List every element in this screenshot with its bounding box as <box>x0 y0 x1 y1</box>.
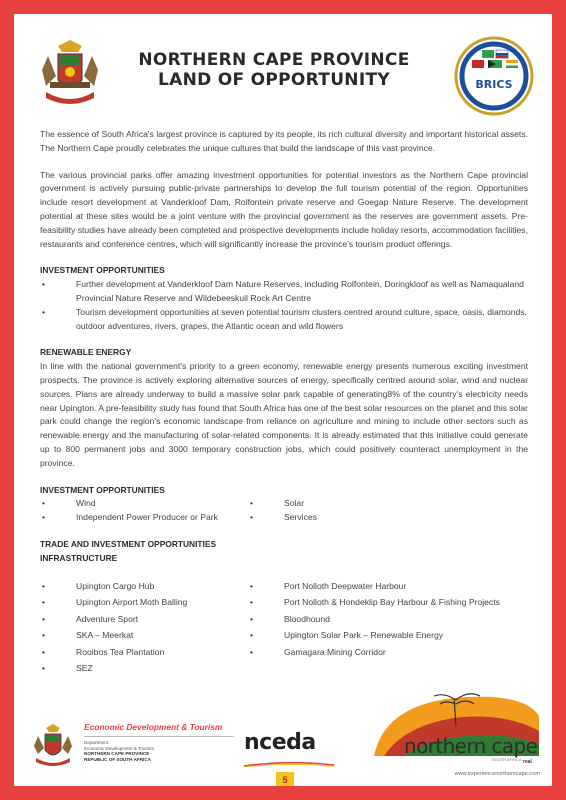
title-line-1: NORTHERN CAPE PROVINCE <box>138 50 410 70</box>
nceda-wordmark: nceda <box>244 730 316 755</box>
brics-emblem <box>454 36 534 116</box>
list-item: • SEZ <box>40 660 248 677</box>
trade-heading-line-1: TRADE AND INVESTMENT OPPORTUNITIES <box>40 538 217 549</box>
renewable-paragraph: In line with the national government's priority to a green economy, renewable energy presents numerous exciting investment prospects. The province is actively exploring alternative sources of energy, specifically centred around solar, wind and nuclear sources. Plans are already underway to build a massive solar park capable of generating8% of the country's electricity needs near Upington. A pre-feasibility study has found that South Africa has one of the best solar resources on the planet and this solar park could change the region's economic landscape from reliance on agriculture and mining to include other sectors such as renewable energy and the manufacturing of solar-related components. It is already estimated that this initiative could generate up to 800 permanent jobs and 3000 temporary construction jobs, which could positively counteract unemployment in the province. <box>40 361 528 468</box>
list-item: • Gamagara Mining Corridor <box>248 644 528 661</box>
list-item: • Tourism development opportunities at seven potential tourism clusters centred around culture, space, oasis, diamonds, outdoor adventures, rivers, grapes, the Atlantic ocean and wild flowers <box>40 306 528 334</box>
list-item: • Adventure Sport <box>40 611 248 628</box>
renewable-heading: RENEWABLE ENERGY <box>40 347 132 358</box>
investment-list-1 <box>40 278 528 333</box>
intro-paragraph-1: The essence of South Africa's largest province is captured by its people, its rich cultural diversity and important historical assets. The Northern Cape proudly celebrates the unique cultures that build the landscape of this vast province. <box>40 129 528 153</box>
dedat-title: Economic Development & Tourism <box>84 722 234 737</box>
dedat-line: Department: <box>84 740 110 745</box>
main-content <box>40 128 528 690</box>
list-item: • Wind <box>40 497 248 511</box>
list-item: • Upington Airport Moth Balling <box>40 594 248 611</box>
trade-heading-line-2: INFRASTRUCTURE <box>40 552 118 563</box>
northern-cape-wordmark: northern cape <box>404 734 538 758</box>
brics-label: BRICS <box>475 78 513 91</box>
dedat-line: REPUBLIC OF SOUTH AFRICA <box>84 756 151 762</box>
list-item: • Upington Cargo Hub <box>40 578 248 595</box>
northern-cape-real: real <box>523 759 532 765</box>
list-item: • SKA – Meerkat <box>40 627 248 644</box>
list-item: • Bloodhound <box>248 611 528 628</box>
website-url: www.experiencenorthemcape.com <box>454 771 540 777</box>
coat-of-arms-small-logo <box>30 722 76 768</box>
list-item: • Further development at Vanderkloof Dam Nature Reserves, including Rolfontein, Doringkloof as well as Namaqualand Provincial Nature Reserve and Wildebeeskuil Rock Art Centre <box>40 278 528 306</box>
list-item: • Services <box>248 511 448 525</box>
list-item: • Upington Solar Park – Renewable Energy <box>248 627 528 644</box>
northern-cape-subtitle: SOUTH AFRICA <box>492 757 522 762</box>
investment-heading-1: INVESTMENT OPPORTUNITIES <box>40 265 165 276</box>
intro-paragraph-2: The various provincial parks offer amazing investment opportunities for potential investors as the Northern Cape provincial government is actively pursuing public-private partnerships to develop the full tourism potential of the region. Opportunities include resort development at Vanderkloof Dam, Rolfontein private reserve and Goegap Nature Reserve. The development potential at these sites would be a joint venture with the provincial government as the reserves are government assets. Pre-feasibility studies have already been completed and prospective developments include holiday resorts, accommodation facilities, restaurants and conference centres, which will significantly increase the province's tourism product offerings. <box>40 169 528 249</box>
list-item: • Independent Power Producer or Park <box>40 511 248 525</box>
page <box>14 14 552 786</box>
list-item: • Port Nolloth & Hondeklip Bay Harbour & Fishing Projects <box>248 594 528 611</box>
investment-list-2 <box>40 497 528 525</box>
page-title <box>124 50 424 90</box>
title-line-2: LAND OF OPPORTUNITY <box>158 70 390 90</box>
nceda-logo <box>244 732 334 772</box>
dedat-line: Economic Development & Tourism <box>84 745 155 751</box>
dedat-line: NORTHERN CAPE PROVINCE <box>84 751 150 757</box>
list-item: • Rooibos Tea Plantation <box>40 644 248 661</box>
coat-of-arms-logo <box>34 36 106 110</box>
trade-heading <box>40 538 528 566</box>
page-number: 5 <box>276 772 294 786</box>
trade-list <box>40 578 528 677</box>
dedat-logo <box>84 722 234 762</box>
nceda-swoosh-icon <box>244 762 334 767</box>
page-header <box>14 14 552 126</box>
list-item: • Solar <box>248 497 448 511</box>
list-item: • Port Nolloth Deepwater Harbour <box>248 578 528 595</box>
investment-heading-2: INVESTMENT OPPORTUNITIES <box>40 484 165 495</box>
page-footer <box>14 682 552 786</box>
